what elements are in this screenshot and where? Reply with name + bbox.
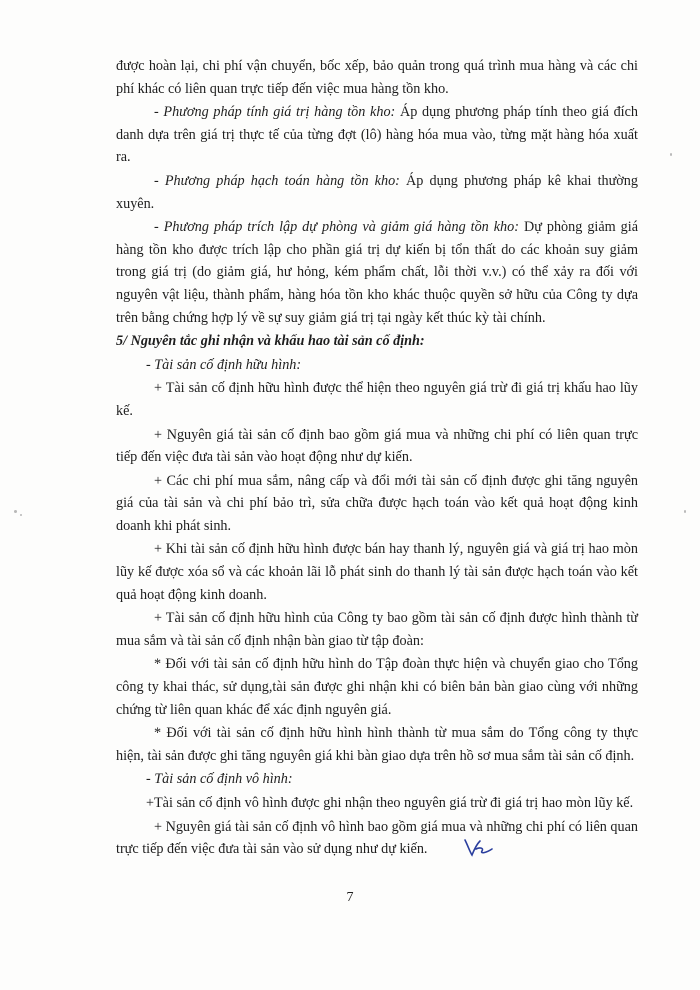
paragraph-inventory-accounting xyxy=(116,170,638,215)
handwritten-initials-icon xyxy=(462,836,498,865)
scan-speck xyxy=(670,153,672,156)
list-item: * Đối với tài sản cố định hữu hình do Tập đoàn thực hiện và chuyển giao cho Tổng công ty khai thác, sử dụng,tài sản được ghi nhận khi có biên bản bàn giao cùng với những chứng từ liên quan khác để xác định nguyên giá. xyxy=(116,656,638,718)
list-item: + Tài sản cố định hữu hình được thể hiện theo nguyên giá trừ đi giá trị khấu hao lũy kế. xyxy=(116,380,638,419)
paragraph-lead: - Phương pháp tính giá trị hàng tồn kho: xyxy=(154,104,396,121)
list-item: + Các chi phí mua sắm, nâng cấp và đổi mới tài sản cố định được ghi tăng nguyên giá của tài sản và chi phí bảo trì, sửa chữa được hạch toán vào kết quả hoạt động kinh doanh khi phát sinh. xyxy=(116,472,638,534)
paragraph-continuation xyxy=(116,55,638,100)
scan-speck xyxy=(20,514,22,516)
list-item: +Tài sản cố định vô hình được ghi nhận theo nguyên giá trừ đi giá trị hao mòn lũy kế. xyxy=(146,795,634,811)
list-item: + Khi tài sản cố định hữu hình được bán hay thanh lý, nguyên giá và giá trị hao mòn lũy kế được xóa sổ và các khoản lãi lỗ phát sinh do thanh lý tài sản được hạch toán vào kết quả hoạt động kinh doanh. xyxy=(116,541,638,603)
paragraph-inventory-valuation xyxy=(116,101,638,169)
paragraph-lead: - Phương pháp hạch toán hàng tồn kho: xyxy=(154,172,400,189)
section-heading: 5/ Nguyên tắc ghi nhận và khấu hao tài sản cố định: xyxy=(116,333,425,350)
paragraph-text: Áp dụng phương pháp tính theo giá đích danh dựa trên giá trị thực tế của từng đợt (lô) hàng hóa mua vào, từng mặt hàng hóa xuất ra. xyxy=(116,104,638,166)
page-number: 7 xyxy=(346,890,354,905)
list-item: * Đối với tài sản cố định hữu hình hình thành từ mua sắm do Tổng công ty thực hiện, tài sản được ghi tăng nguyên giá khi bàn giao dựa trên hồ sơ mua sắm tài sản cố định. xyxy=(116,725,638,764)
scan-speck xyxy=(684,510,686,513)
list-item: + Nguyên giá tài sản cố định vô hình bao gồm giá mua và những chi phí có liên quan trực tiếp đến việc đưa tài sản vào sử dụng như dự kiến. xyxy=(116,818,638,858)
paragraph-text: Áp dụng phương pháp kê khai thường xuyên. xyxy=(116,172,638,212)
paragraph-text: được hoàn lại, chi phí vận chuyển, bốc xếp, bảo quản trong quá trình mua hàng và các chi phí khác có liên quan trực tiếp đến việc mua hàng tồn kho. xyxy=(116,58,638,97)
list-item: + Tài sản cố định hữu hình của Công ty bao gồm tài sản cố định được hình thành từ mua sắm và tài sản cố định nhận bàn giao từ tập đoàn: xyxy=(116,610,638,649)
subsection-title-intangible: - Tài sản cố định vô hình: xyxy=(146,771,293,788)
scan-speck xyxy=(14,510,17,513)
paragraph-lead: - Phương pháp trích lập dự phòng và giảm giá hàng tồn kho: xyxy=(154,219,519,236)
list-item: + Nguyên giá tài sản cố định bao gồm giá mua và những chi phí có liên quan trực tiếp đến việc đưa tài sản vào hoạt động như dự kiến. xyxy=(116,426,638,466)
document-body xyxy=(116,55,638,862)
subsection-title-tangible: - Tài sản cố định hữu hình: xyxy=(146,356,302,373)
paragraph-inventory-provision xyxy=(116,216,638,329)
paragraph-text: Dự phòng giảm giá hàng tồn kho được trích lập cho phần giá trị dự kiến bị tổn thất do các khoản suy giảm trong giá trị (do giảm giá, hư hỏng, kém phẩm chất, lỗi thời v.v.) có thể xảy ra đối với nguyên vật liệu, thành phẩm, hàng hóa tồn kho khác thuộc quyền sở hữu của Công ty dựa trên bằng chứng hợp lý về sự suy giảm giá trị tại ngày kết thúc kỳ tài chính. xyxy=(116,219,638,326)
